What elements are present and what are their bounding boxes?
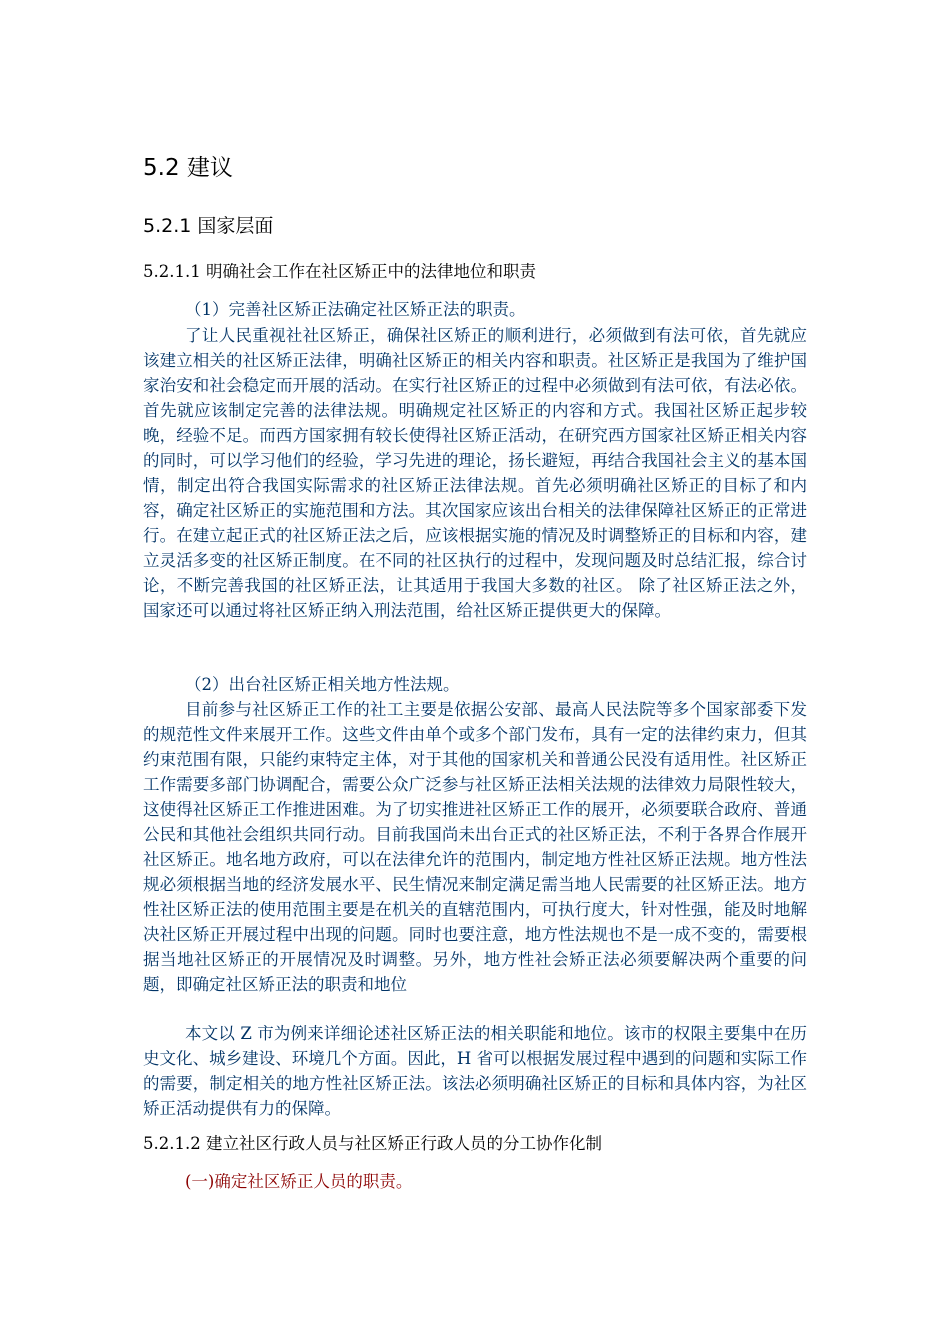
topic-heading-1: 5.2.1.1 明确社会工作在社区矫正中的法律地位和职责 (143, 262, 536, 281)
paragraph-1: 了让人民重视社社区矫正，确保社区矫正的顺利进行，必须做到有法可依，首先就应该建立相关的社区矫正法律，明确社区矫正的相关内容和职责。社区矫正是我国为了维护国家治安和社会稳定而开展的活动。在实行社区矫正的过程中必须做到有法可依，有法必依。首先就应该制定完善的法律法规。明确规定社区矫正的内容和方式。我国社区矫正起步较晚，经验不足。而西方国家拥有较长使得社区矫正活动，在研究西方国家社区矫正相关内容的同时，可以学习他们的经验，学习先进的理论，扬长避短，再结合我国社会主义的基本国情，制定出符合我国实际需求的社区矫正法律法规。首先必须明确社区矫正的目标了和内容，确定社区矫正的实施范围和方法。其次国家应该出台相关的法律保障社区矫正的正常进行。在建立起正式的社区矫正法之后，应该根据实施的情况及时调整矫正的目标和内容，建立灵活多变的社区矫正制度。在不同的社区执行的过程中，发现问题及时总结汇报，综合讨论，不断完善我国的社区矫正法，让其适用于我国大多数的社区。 除了社区矫正法之外，国家还可以通过将社区矫正纳入刑法范围，给社区矫正提供更大的保障。 (143, 326, 807, 620)
subsection-heading: 5.2.1 国家层面 (143, 215, 274, 237)
list-item-3: (一)确定社区矫正人员的职责。 (185, 1172, 413, 1191)
list-item-2: （2）出台社区矫正相关地方性法规。 (185, 675, 460, 694)
section-heading: 5.2 建议 (143, 155, 233, 181)
list-item-1: （1）完善社区矫正法确定社区矫正法的职责。 (185, 300, 526, 319)
topic-heading-2: 5.2.1.2 建立社区行政人员与社区矫正行政人员的分工协作化制 (143, 1134, 602, 1153)
paragraph-3: 本文以 Z 市为例来详细论述社区矫正法的相关职能和地位。该市的权限主要集中在历史文化、城乡建设、环境几个方面。因此，H 省可以根据发展过程中遇到的问题和实际工作的需要，制定相关的地方性社区矫正法。该法必须明确社区矫正的目标和具体内容，为社区矫正活动提供有力的保障。 (143, 1024, 807, 1118)
paragraph-2: 目前参与社区矫正工作的社工主要是依据公安部、最高人民法院等多个国家部委下发的规范性文件来展开工作。这些文件由单个或多个部门发布，具有一定的法律约束力，但其约束范围有限，只能约束特定主体，对于其他的国家机关和普通公民没有适用性。社区矫正工作需要多部门协调配合，需要公众广泛参与社区矫正法相关法规的法律效力局限性较大，这使得社区矫正工作推进困难。为了切实推进社区矫正工作的展开，必须要联合政府、普通公民和其他社会组织共同行动。目前我国尚未出台正式的社区矫正法，不利于各界合作展开社区矫正。地名地方政府，可以在法律允许的范围内，制定地方性社区矫正法规。地方性法规必须根据当地的经济发展水平、民生情况来制定满足需当地人民需要的社区矫正法。地方性社区矫正法的使用范围主要是在机关的直辖范围内，可执行度大，针对性强，能及时地解决社区矫正开展过程中出现的问题。同时也要注意，地方性法规也不是一成不变的，需要根据当地社区矫正的开展情况及时调整。另外，地方性社会矫正法必须要解决两个重要的问题，即确定社区矫正法的职责和地位 (143, 700, 807, 994)
